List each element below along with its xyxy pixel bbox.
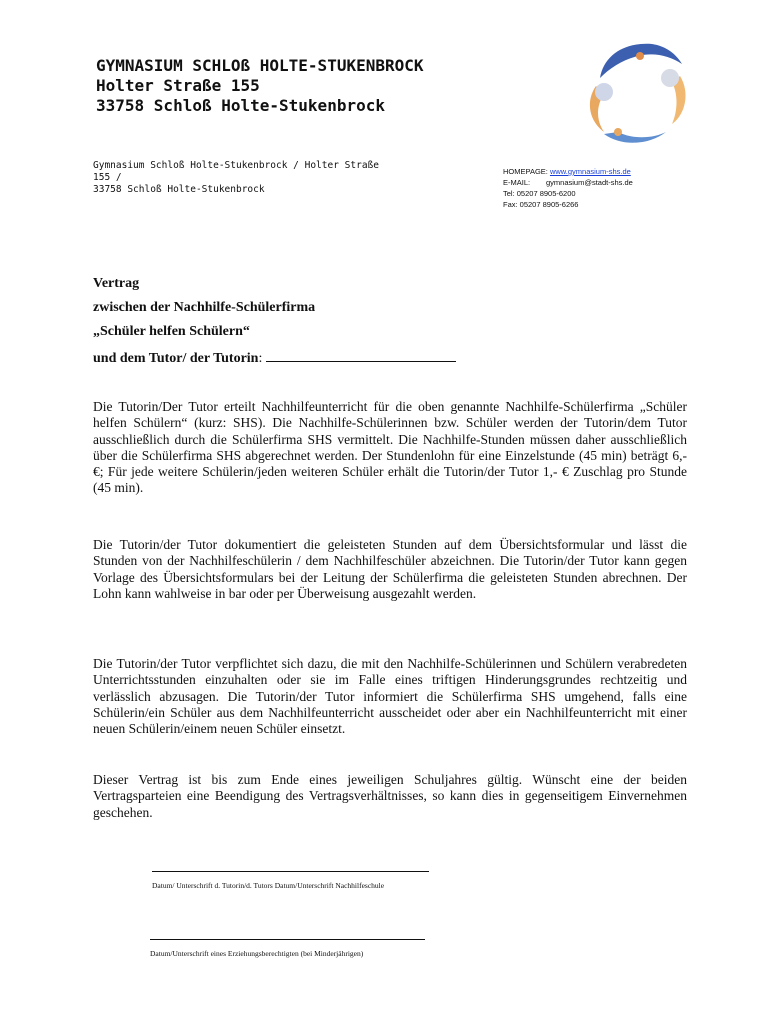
tel-row: Tel: 05207 8905-6200 <box>503 189 576 198</box>
paragraph-3: Die Tutorin/der Tutor verpflichtet sich dazu, die mit den Nachhilfe-Schülerinnen und Schülern verabredeten Unterrichtsstunden einzuhalten oder sie im Falle eines triftigen Hinderungsgrundes rechtzeitig und verlässlich abzusagen. Die Tutorin/der Tutor informiert die Schülerfirma SHS umgehend, falls eine Schülerin/ein Schüler aus dem Nachhilfeunterricht ausscheidet oder aber ein Nachhilfeunterricht mit einer neuen Schülerin/einem neuen Schüler einsetzt. <box>93 656 687 737</box>
signature-label-2: Datum/Unterschrift eines Erziehungsberechtigten (bei Minderjährigen) <box>150 949 364 958</box>
sender-address <box>93 160 423 196</box>
email-label: E-MAIL: <box>503 178 531 187</box>
signature-line-2[interactable] <box>150 939 425 940</box>
homepage-link[interactable]: www.gymnasium-shs.de <box>549 167 631 176</box>
school-name: GYMNASIUM SCHLOß HOLTE-STUKENBROCK <box>96 56 424 75</box>
contract-title: Vertrag <box>93 276 140 291</box>
homepage-row <box>503 166 633 177</box>
tutor-line <box>93 349 456 367</box>
school-logo <box>574 36 694 148</box>
email-value: gymnasium@stadt-shs.de <box>546 178 633 187</box>
sender-line-1: Gymnasium Schloß Holte-Stukenbrock / Holter Straße <box>93 160 379 171</box>
school-city: 33758 Schloß Holte-Stukenbrock <box>96 96 385 115</box>
email-row <box>503 177 633 188</box>
contract-subtitle: zwischen der Nachhilfe-Schülerfirma <box>93 300 316 315</box>
tutor-label: und dem Tutor/ der Tutorin <box>93 351 259 366</box>
paragraph-4: Dieser Vertrag ist bis zum Ende eines jeweiligen Schuljahres gültig. Wünscht eine der beiden Vertragsparteien eine Beendigung des Vertragsverhältnisses, so kann dies in gegenseitigem Einvernehmen geschehen. <box>93 772 687 820</box>
school-header <box>96 56 424 116</box>
company-name: „Schüler helfen Schülern“ <box>93 324 250 339</box>
signature-label-1: Datum/ Unterschrift d. Tutorin/d. Tutors Datum/Unterschrift Nachhilfeschule <box>152 881 385 890</box>
tutor-name-field[interactable] <box>266 349 456 362</box>
sender-line-2: 155 / <box>93 172 122 183</box>
tutor-colon: : <box>258 351 263 366</box>
paragraph-1: Die Tutorin/Der Tutor erteilt Nachhilfeunterricht für die oben genannte Nachhilfe-Schülerfirma „Schüler helfen Schülern“ (kurz: SHS). Die Nachhilfe-Schülerinnen bzw. Schüler werden der Tutorin/dem Tutor ausschließlich durch die Schülerfirma SHS vermittelt. Die Nachhilfe-Stunden müssen daher ausschließlich über die Schülerfirma SHS abgerechnet werden. Der Stundenlohn für eine Einzelstunde (45 min) beträgt 6,- €; Für jede weitere Schülerin/jeden weiteren Schüler erhält die Tutorin/der Tutor 1,- € Zuschlag pro Stunde (45 min). <box>93 399 687 496</box>
school-street: Holter Straße 155 <box>96 76 260 95</box>
sender-line-3: 33758 Schloß Holte-Stukenbrock <box>93 184 265 195</box>
signature-line-1[interactable] <box>152 871 429 872</box>
contact-block <box>503 166 633 210</box>
fax-row: Fax: 05207 8905-6266 <box>503 200 579 209</box>
paragraph-2: Die Tutorin/der Tutor dokumentiert die geleisteten Stunden auf dem Übersichtsformular und lässt die Stunden von der Nachhilfeschülerin / dem Nachhilfeschüler abzeichnen. Die Tutorin/der Tutor kann gegen Vorlage des Übersichtsformulars bei der Leitung der Schülerfirma die geleisteten Stunden abrechnen. Der Lohn kann wahlweise in bar oder per Überweisung ausgezahlt werden. <box>93 537 687 601</box>
homepage-label: HOMEPAGE: <box>503 167 550 176</box>
